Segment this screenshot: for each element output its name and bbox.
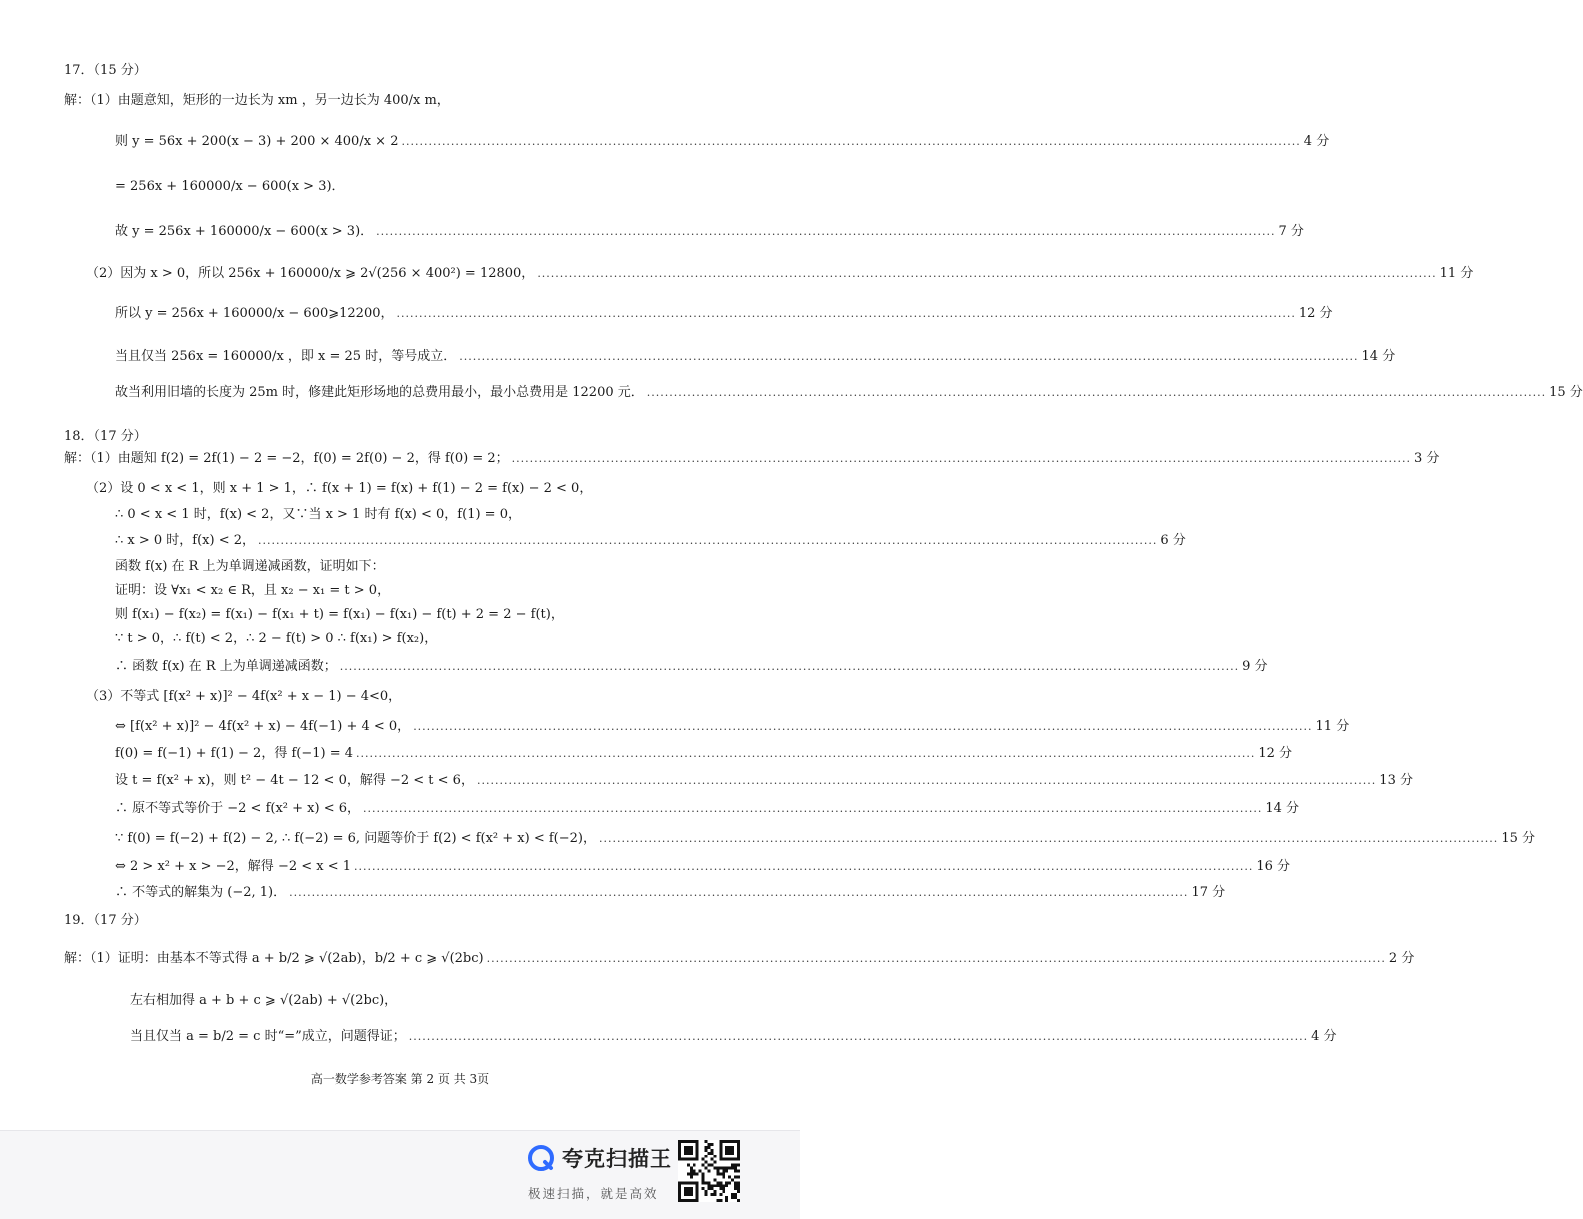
leader-dots: ........................................................................................................................................................................................................	[363, 802, 1263, 815]
answer-line-text: 则 f(x₁) − f(x₂) = f(x₁) − f(x₁ + t) = f(x₁) − f(x₁) − f(t) + 2 = 2 − f(t)，	[115, 607, 564, 622]
answer-line-text: 解：（1）由题意知，矩形的一边长为 xm ，另一边长为 400/x m，	[64, 93, 450, 108]
answer-line	[64, 450, 1440, 468]
leader-dots: ........................................................................................................................................................................................................	[537, 267, 1437, 280]
quark-logo-icon	[528, 1145, 554, 1171]
answer-line-text: ∴ 0 < x < 1 时，f(x) < 2，又∵当 x > 1 时有 f(x) < 0，f(1) = 0，	[115, 507, 521, 522]
answer-line	[115, 800, 1300, 818]
answer-line	[115, 884, 1226, 902]
answer-line-text: 故当利用旧墙的长度为 25m 时，修建此矩形场地的总费用最小，最小总费用是 12200 元．	[115, 385, 644, 400]
answer-line	[115, 305, 1333, 323]
answer-line	[115, 658, 1268, 676]
leader-dots: ........................................................................................................................................................................................................	[646, 386, 1547, 399]
answer-line-text: 19．（17 分）	[64, 913, 147, 928]
question-header	[64, 912, 147, 930]
score-label: 6 分	[1160, 533, 1186, 548]
score-label: 4 分	[1303, 134, 1330, 149]
leader-dots: ........................................................................................................................................................................................................	[413, 720, 1313, 733]
question-header	[64, 428, 147, 446]
leader-dots: ........................................................................................................................................................................................................	[376, 225, 1276, 238]
answer-line-text: f(0) = f(−1) + f(1) − 2，得 f(−1) = 4	[115, 746, 353, 761]
answer-line	[130, 1028, 1337, 1046]
answer-line-text: 当且仅当 256x = 160000/x ，即 x = 25 时，等号成立．	[115, 349, 457, 364]
answer-line-text: ∴ 原不等式等价于 −2 < f(x² + x) < 6，	[115, 801, 361, 816]
answer-line	[115, 830, 1535, 848]
answer-line	[115, 348, 1396, 366]
answer-line-text: 当且仅当 a = b/2 = c 时“=”成立，问题得证；	[130, 1029, 406, 1044]
leader-dots: ........................................................................................................................................................................................................	[289, 886, 1189, 899]
score-label: 12 分	[1258, 746, 1293, 761]
leader-dots: ........................................................................................................................................................................................................	[354, 860, 1254, 873]
score-label: 13 分	[1379, 773, 1413, 788]
answer-line	[115, 506, 521, 524]
question-header	[64, 62, 147, 80]
answer-line	[115, 223, 1304, 241]
answer-line	[115, 772, 1413, 790]
leader-dots: ........................................................................................................................................................................................................	[459, 350, 1359, 363]
answer-line-text: 18．（17 分）	[64, 429, 147, 444]
leader-dots: ........................................................................................................................................................................................................	[476, 774, 1377, 787]
score-label: 14 分	[1265, 801, 1300, 816]
score-label: 9 分	[1242, 659, 1268, 674]
score-label: 2 分	[1388, 951, 1415, 966]
score-label: 15 分	[1549, 385, 1583, 400]
score-label: 11 分	[1315, 719, 1350, 734]
score-label: 16 分	[1256, 859, 1291, 874]
answer-line	[115, 582, 390, 600]
brand	[528, 1143, 672, 1173]
answer-line	[115, 532, 1186, 550]
answer-line-text: 设 t = f(x² + x)，则 t² − 4t − 12 < 0，解得 −2 < t < 6，	[115, 773, 474, 788]
score-label: 12 分	[1298, 306, 1333, 321]
answer-line-text: = 256x + 160000/x − 600(x > 3)．	[115, 179, 345, 194]
score-label: 4 分	[1311, 1029, 1337, 1044]
answer-line-text: ∴ x > 0 时，f(x) < 2，	[115, 533, 256, 548]
answer-line	[64, 92, 450, 110]
answer-line-text: ∴ 函数 f(x) 在 R 上为单调递减函数；	[115, 659, 337, 674]
answer-line	[115, 558, 385, 576]
answer-line	[115, 133, 1330, 151]
answer-line-text: 解：（1）由题知 f(2) = 2f(1) − 2 = −2，f(0) = 2f(0) − 2，得 f(0) = 2；	[64, 451, 509, 466]
qr-code-icon[interactable]	[678, 1140, 740, 1202]
answer-line	[86, 265, 1474, 283]
answer-line	[115, 630, 437, 648]
answer-line	[86, 480, 592, 498]
page-footer: 高一数学参考答案 第 2 页 共 3页	[310, 1072, 490, 1086]
answer-line-text: 左右相加得 a + b + c ⩾ √(2ab) + √(2bc)，	[130, 993, 398, 1008]
leader-dots: ........................................................................................................................................................................................................	[598, 832, 1499, 845]
answer-line-text: （2）设 0 < x < 1，则 x + 1 > 1，∴ f(x + 1) = f(x) + f(1) − 2 = f(x) − 2 < 0，	[86, 481, 593, 496]
answer-line-text: 故 y = 256x + 160000/x − 600(x > 3)．	[115, 224, 374, 239]
score-label: 7 分	[1278, 224, 1304, 239]
answer-line-text: 则 y = 56x + 200(x − 3) + 200 × 400/x × 2	[115, 134, 399, 149]
answer-line	[86, 688, 401, 706]
leader-dots: ........................................................................................................................................................................................................	[511, 452, 1411, 465]
leader-dots: ........................................................................................................................................................................................................	[339, 660, 1240, 673]
answer-line-text: 所以 y = 256x + 160000/x − 600⩾12200，	[115, 306, 394, 321]
leader-dots: ........................................................................................................................................................................................................	[486, 952, 1386, 965]
leader-dots: ........................................................................................................................................................................................................	[356, 747, 1256, 760]
answer-line	[115, 858, 1291, 876]
score-label: 15 分	[1501, 831, 1535, 846]
answer-line-text: 函数 f(x) 在 R 上为单调递减函数，证明如下：	[115, 559, 385, 574]
score-label: 14 分	[1361, 349, 1396, 364]
answer-line-text: 17．（15 分）	[64, 63, 147, 78]
answer-line	[64, 950, 1415, 968]
answer-line	[115, 745, 1293, 763]
leader-dots: ........................................................................................................................................................................................................	[396, 307, 1296, 320]
answer-line-text: ⇔ 2 > x² + x > −2，解得 −2 < x < 1	[115, 859, 352, 874]
score-label: 17 分	[1191, 885, 1226, 900]
answer-line-text: （2）因为 x > 0，所以 256x + 160000/x ⩾ 2√(256 × 400²) = 12800，	[86, 266, 535, 281]
brand-name: 夸克扫描王	[562, 1147, 672, 1171]
answer-line-text: ∴ 不等式的解集为 (−2, 1)．	[115, 885, 287, 900]
answer-line-text: ⇔ [f(x² + x)]² − 4f(x² + x) − 4f(−1) + 4 < 0，	[115, 719, 411, 734]
answer-line	[130, 992, 397, 1010]
answer-line	[115, 718, 1350, 736]
brand-slogan: 极速扫描，就是高效	[528, 1186, 659, 1201]
score-label: 3 分	[1413, 451, 1440, 466]
answer-line	[115, 384, 1583, 402]
answer-line-text: （3）不等式 [f(x² + x)]² − 4f(x² + x − 1) − 4<0，	[86, 689, 402, 704]
score-label: 11 分	[1439, 266, 1474, 281]
answer-line-text: 解：（1）证明：由基本不等式得 a + b/2 ⩾ √(2ab)，b/2 + c ⩾ √(2bc)	[64, 951, 484, 966]
answer-line-text: ∵ t > 0，∴ f(t) < 2，∴ 2 − f(t) > 0 ∴ f(x₁) > f(x₂)，	[115, 631, 438, 646]
answer-line-text: ∵ f(0) = f(−2) + f(2) − 2, ∴ f(−2) = 6, 问题等价于 f(2) < f(x² + x) < f(−2)，	[115, 831, 596, 846]
answer-line-text: 证明：设 ∀x₁ < x₂ ∈ R，且 x₂ − x₁ = t > 0，	[115, 583, 391, 598]
leader-dots: ........................................................................................................................................................................................................	[258, 534, 1158, 547]
answer-line	[115, 606, 564, 624]
answer-line	[115, 178, 345, 196]
leader-dots: ........................................................................................................................................................................................................	[401, 135, 1301, 148]
leader-dots: ........................................................................................................................................................................................................	[408, 1030, 1309, 1043]
